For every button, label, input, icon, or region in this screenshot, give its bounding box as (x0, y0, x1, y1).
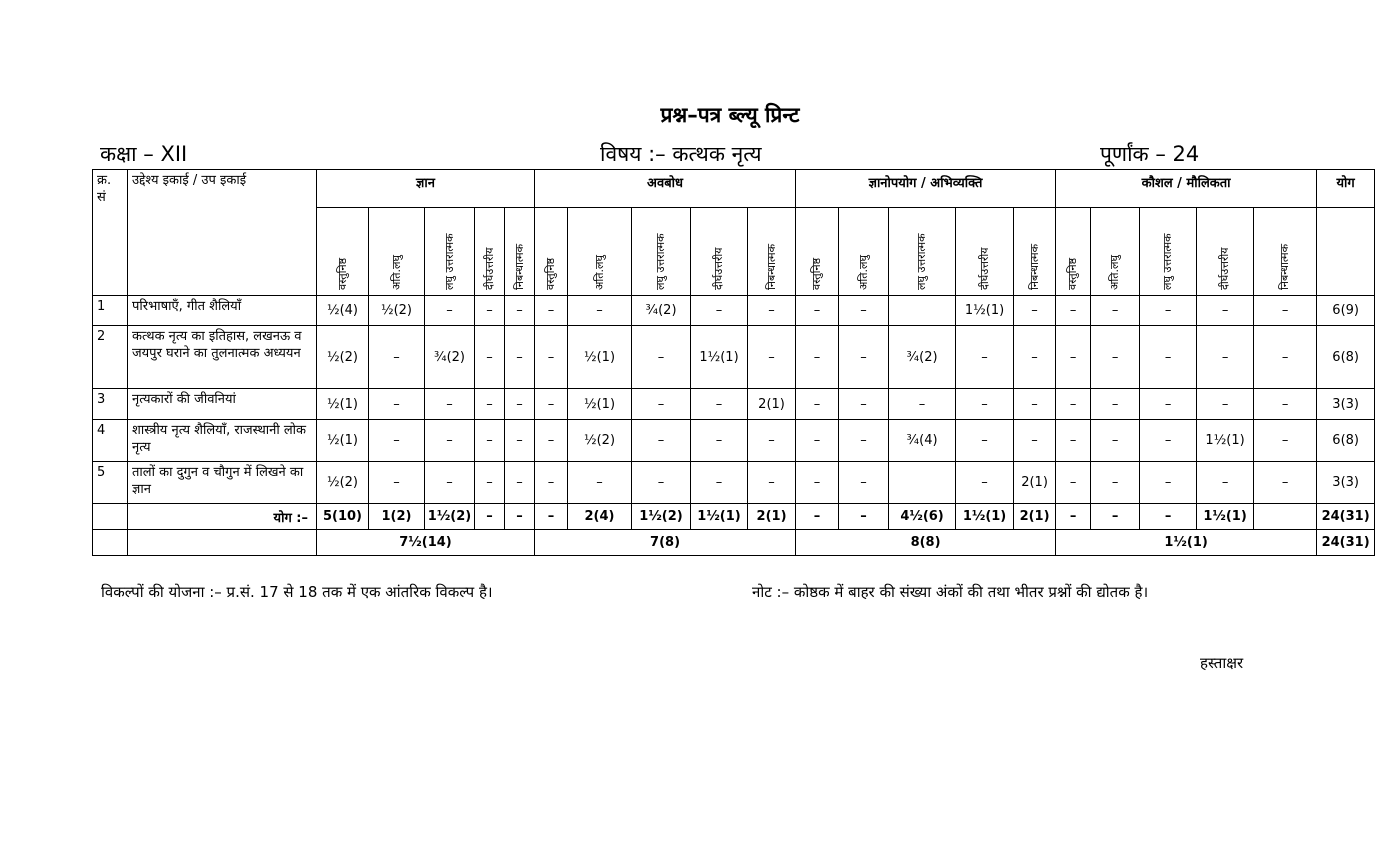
totals-cell: 1½(1) (956, 504, 1014, 530)
table-cell: – (1254, 462, 1317, 504)
table-cell: ¾(2) (425, 326, 475, 389)
table-cell: – (691, 296, 748, 326)
table-cell: – (748, 420, 796, 462)
qtype-header (535, 208, 568, 296)
row-unit: परिभाषाएँ, गीत शैलियाँ (128, 296, 317, 326)
total-header: योग (1317, 170, 1375, 208)
table-cell: – (956, 462, 1014, 504)
qtype-header (796, 208, 839, 296)
table-cell: – (1254, 326, 1317, 389)
qtype-label: दीर्घउत्तरीय (712, 246, 726, 290)
table-cell: – (1197, 326, 1254, 389)
table-row (93, 504, 1375, 530)
max-marks-label: पूर्णांक – 24 (1100, 142, 1200, 166)
table-cell: ½(4) (317, 296, 369, 326)
qtype-header (1140, 208, 1197, 296)
qtype-label: अति.लघु (1108, 254, 1122, 290)
table-cell: – (568, 462, 632, 504)
table-cell: – (1056, 326, 1091, 389)
totals-cell: 1½(2) (632, 504, 691, 530)
blueprint-table (92, 169, 1375, 556)
table-cell (889, 296, 956, 326)
totals-cell: 2(4) (568, 504, 632, 530)
table-cell: – (475, 326, 505, 389)
group-totals-label (128, 530, 317, 556)
qtype-label: अति.लघु (389, 254, 403, 290)
table-cell: – (1254, 296, 1317, 326)
group-header: ज्ञान (317, 170, 535, 208)
table-row (93, 296, 1375, 326)
table-row (93, 326, 1375, 389)
row-unit: नृत्यकारों की जीवनियां (128, 389, 317, 420)
table-cell: – (1140, 326, 1197, 389)
qtype-header (889, 208, 956, 296)
table-cell: – (748, 462, 796, 504)
totals-cell: 5(10) (317, 504, 369, 530)
row-total: 6(8) (1317, 420, 1375, 462)
table-cell: – (1056, 389, 1091, 420)
table-cell: – (505, 462, 535, 504)
qtype-header (568, 208, 632, 296)
row-sno: 2 (93, 326, 128, 389)
table-cell: – (796, 389, 839, 420)
table-row (93, 530, 1375, 556)
table-cell: – (535, 462, 568, 504)
totals-total: 24(31) (1317, 504, 1375, 530)
table-cell: – (1091, 462, 1140, 504)
table-cell: – (1091, 296, 1140, 326)
unit-header: उद्देश्य इकाई / उप इकाई (128, 170, 317, 296)
qtype-label: निबन्धात्मक (1027, 243, 1041, 290)
table-cell: – (1197, 389, 1254, 420)
table-cell: – (1056, 462, 1091, 504)
table-cell: – (839, 420, 889, 462)
table-cell: – (632, 420, 691, 462)
table-cell: – (425, 420, 475, 462)
table-cell: – (369, 389, 425, 420)
qtype-header (1197, 208, 1254, 296)
row-total: 3(3) (1317, 462, 1375, 504)
table-cell: – (956, 420, 1014, 462)
total-header-blank (1317, 208, 1375, 296)
totals-cell: 2(1) (1014, 504, 1056, 530)
table-cell: – (632, 462, 691, 504)
table-row (93, 389, 1375, 420)
table-cell: – (1254, 389, 1317, 420)
table-cell: 2(1) (748, 389, 796, 420)
table-cell: ½(2) (317, 462, 369, 504)
table-cell: – (475, 462, 505, 504)
table-cell: – (475, 389, 505, 420)
totals-cell: – (535, 504, 568, 530)
totals-cell: – (505, 504, 535, 530)
row-sno: 1 (93, 296, 128, 326)
table-cell: – (839, 326, 889, 389)
group-header: ज्ञानोपयोग / अभिव्यक्ति (796, 170, 1056, 208)
group-total: 7½(14) (317, 530, 535, 556)
qtype-header (505, 208, 535, 296)
table-row (93, 420, 1375, 462)
qtype-label: अति.लघु (856, 254, 870, 290)
qtype-header (1254, 208, 1317, 296)
totals-cell: 2(1) (748, 504, 796, 530)
table-cell: – (691, 389, 748, 420)
subject-label: विषय :– कत्थक नृत्य (600, 142, 762, 166)
row-total: 6(9) (1317, 296, 1375, 326)
qtype-label: दीर्घउत्तरीय (482, 246, 496, 290)
table-cell: ¾(4) (889, 420, 956, 462)
table-cell: – (1091, 420, 1140, 462)
totals-cell (1254, 504, 1317, 530)
row-total: 6(8) (1317, 326, 1375, 389)
table-cell: – (632, 326, 691, 389)
group-totals-sno (93, 530, 128, 556)
table-cell: ¾(2) (889, 326, 956, 389)
row-sno: 5 (93, 462, 128, 504)
qtype-header (956, 208, 1014, 296)
table-cell: – (1140, 389, 1197, 420)
table-cell: ½(2) (317, 326, 369, 389)
table-cell: – (1056, 420, 1091, 462)
totals-cell: 1½(1) (1197, 504, 1254, 530)
totals-cell: 1(2) (369, 504, 425, 530)
qtype-label: वस्तुनिष्ठ (335, 257, 349, 290)
totals-cell: – (1091, 504, 1140, 530)
table-cell: ½(1) (317, 420, 369, 462)
group-total: 7(8) (535, 530, 796, 556)
group-totals-total: 24(31) (1317, 530, 1375, 556)
table-cell: – (1014, 420, 1056, 462)
table-cell: – (475, 420, 505, 462)
table-cell: – (839, 389, 889, 420)
table-cell: ¾(2) (632, 296, 691, 326)
table-cell: – (1056, 296, 1091, 326)
signature-label: हस्ताक्षर (1200, 654, 1244, 672)
row-unit: शास्त्रीय नृत्य शैलियाँ, राजस्थानी लोक नृत्य (128, 420, 317, 462)
qtype-label: निबन्धात्मक (764, 243, 778, 290)
table-cell: ½(1) (317, 389, 369, 420)
table-cell: – (1091, 389, 1140, 420)
table-cell: – (425, 389, 475, 420)
qtype-header (839, 208, 889, 296)
qtype-label: दीर्घउत्तरीय (977, 246, 991, 290)
table-cell: – (535, 296, 568, 326)
qtype-header (1014, 208, 1056, 296)
qtype-label: निबन्धात्मक (512, 243, 526, 290)
class-label: कक्षा – XII (100, 142, 188, 166)
table-cell: – (505, 296, 535, 326)
table-cell: – (505, 389, 535, 420)
table-cell: – (748, 296, 796, 326)
table-cell: – (691, 420, 748, 462)
table-cell: – (1197, 462, 1254, 504)
totals-label: योग :– (128, 504, 317, 530)
totals-cell: – (1056, 504, 1091, 530)
table-cell: – (1014, 296, 1056, 326)
table-cell: – (956, 326, 1014, 389)
table-cell: – (1140, 462, 1197, 504)
table-cell: – (839, 462, 889, 504)
table-cell: – (1140, 420, 1197, 462)
row-sno: 4 (93, 420, 128, 462)
table-cell: – (369, 462, 425, 504)
table-cell: – (889, 389, 956, 420)
table-cell: 1½(1) (1197, 420, 1254, 462)
group-total: 8(8) (796, 530, 1056, 556)
bracket-note: नोट :– कोष्ठक में बाहर की संख्या अंकों की तथा भीतर प्रश्नों की द्योतक है। (752, 583, 1149, 601)
row-unit: कत्थक नृत्य का इतिहास, लखनऊ व जयपुर घराने का तुलनात्मक अध्ययन (128, 326, 317, 389)
table-cell: – (796, 420, 839, 462)
table-cell: – (369, 326, 425, 389)
table-cell: ½(1) (568, 389, 632, 420)
table-cell: – (748, 326, 796, 389)
table-cell: 2(1) (1014, 462, 1056, 504)
qtype-header (425, 208, 475, 296)
qtype-label: लघु उत्तरात्मक (915, 232, 929, 290)
table-cell: – (369, 420, 425, 462)
qtype-label: लघु उत्तरात्मक (654, 232, 668, 290)
table-cell: – (1014, 326, 1056, 389)
table-cell: – (956, 389, 1014, 420)
table-cell: – (535, 420, 568, 462)
table-cell (889, 462, 956, 504)
table-cell: – (505, 420, 535, 462)
table-cell: – (1197, 296, 1254, 326)
qtype-header (475, 208, 505, 296)
group-header: कौशल / मौलिकता (1056, 170, 1317, 208)
table-cell: ½(1) (568, 326, 632, 389)
qtype-header (317, 208, 369, 296)
table-cell: – (475, 296, 505, 326)
table-cell: – (839, 296, 889, 326)
totals-cell: – (1140, 504, 1197, 530)
row-total: 3(3) (1317, 389, 1375, 420)
totals-cell: – (796, 504, 839, 530)
qtype-header (1056, 208, 1091, 296)
table-cell: – (425, 296, 475, 326)
qtype-header (691, 208, 748, 296)
group-total: 1½(1) (1056, 530, 1317, 556)
table-cell: – (1014, 389, 1056, 420)
table-cell: ½(2) (369, 296, 425, 326)
table-cell: – (505, 326, 535, 389)
table-cell: – (1140, 296, 1197, 326)
qtype-label: निबन्धात्मक (1278, 243, 1292, 290)
qtype-header (632, 208, 691, 296)
table-row (93, 462, 1375, 504)
table-cell: 1½(1) (956, 296, 1014, 326)
table-cell: – (796, 296, 839, 326)
qtype-label: लघु उत्तरात्मक (1161, 232, 1175, 290)
qtype-label: वस्तुनिष्ठ (1066, 257, 1080, 290)
qtype-header (369, 208, 425, 296)
qtype-label: वस्तुनिष्ठ (810, 257, 824, 290)
totals-cell: 4½(6) (889, 504, 956, 530)
table-cell: – (535, 389, 568, 420)
table-row (93, 170, 1375, 208)
qtype-header (748, 208, 796, 296)
totals-cell: 1½(1) (691, 504, 748, 530)
qtype-label: वस्तुनिष्ठ (544, 257, 558, 290)
table-cell: – (691, 462, 748, 504)
row-sno: 3 (93, 389, 128, 420)
table-cell: ½(2) (568, 420, 632, 462)
table-cell: – (535, 326, 568, 389)
table-cell: – (632, 389, 691, 420)
qtype-label: दीर्घउत्तरीय (1218, 246, 1232, 290)
options-note: विकल्पों की योजना :– प्र.सं. 17 से 18 तक में एक आंतरिक विकल्प है। (101, 583, 493, 601)
sno-header: क्र. सं (93, 170, 128, 296)
table-cell: – (796, 326, 839, 389)
totals-cell: 1½(2) (425, 504, 475, 530)
document-title: प्रश्न–पत्र ब्ल्यू प्रिन्ट (660, 103, 800, 127)
row-unit: तालों का दुगुन व चौगुन में लिखने का ज्ञान (128, 462, 317, 504)
totals-cell: – (475, 504, 505, 530)
totals-sno (93, 504, 128, 530)
totals-cell: – (839, 504, 889, 530)
table-cell: – (568, 296, 632, 326)
table-cell: – (1091, 326, 1140, 389)
qtype-header (1091, 208, 1140, 296)
qtype-label: लघु उत्तरात्मक (442, 232, 456, 290)
qtype-label: अति.लघु (592, 254, 606, 290)
group-header: अवबोध (535, 170, 796, 208)
table-cell: – (796, 462, 839, 504)
table-cell: 1½(1) (691, 326, 748, 389)
table-cell: – (425, 462, 475, 504)
table-cell: – (1254, 420, 1317, 462)
